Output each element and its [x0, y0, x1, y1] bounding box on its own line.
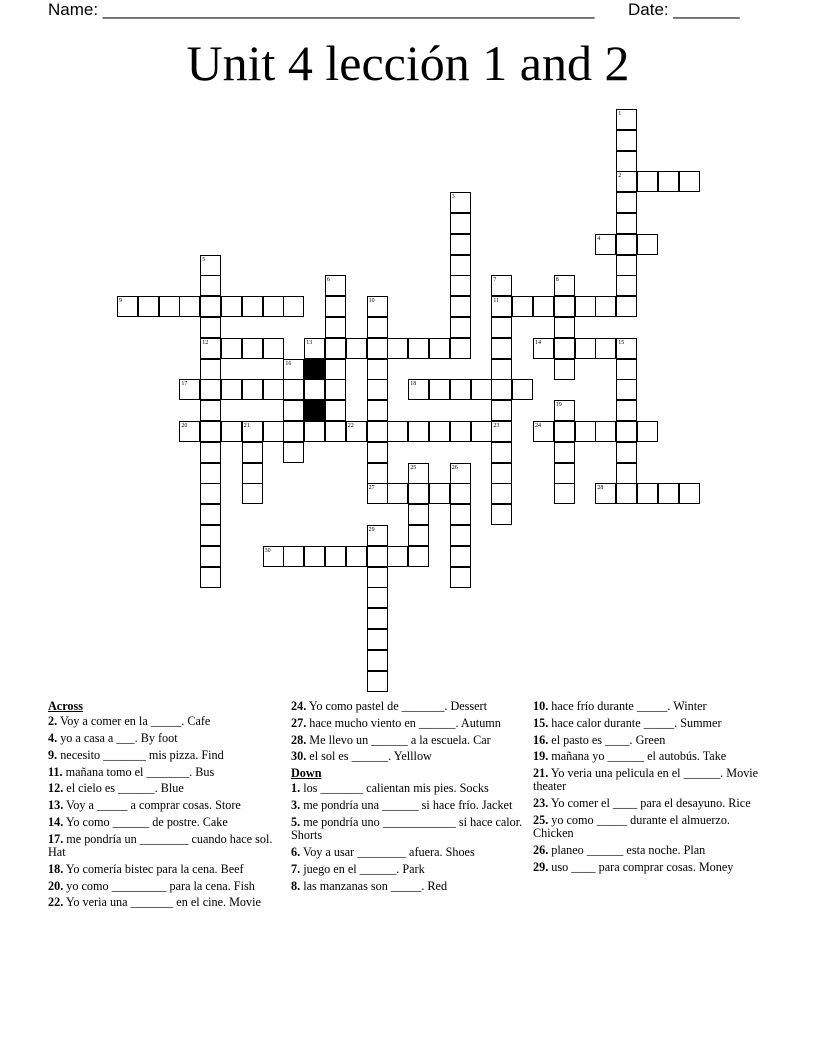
- clue-number-4: 4: [597, 235, 601, 242]
- clue-text: Voy a comer en la _____. Cafe: [57, 714, 211, 729]
- clue-text: uso ____ para comprar cosas. Money: [548, 859, 734, 874]
- clue-item: [291, 863, 529, 876]
- crossword-cell[interactable]: [263, 296, 284, 317]
- crossword-cell[interactable]: [616, 296, 637, 317]
- clue-number-8: 8: [555, 277, 559, 284]
- clue-item: [48, 732, 286, 745]
- crossword-cell[interactable]: [658, 171, 679, 192]
- crossword-cell[interactable]: [616, 275, 637, 296]
- clue-number: 25.: [533, 812, 549, 827]
- page-title: Unit 4 lección 1 and 2: [186, 35, 630, 91]
- clue-number-30: 30: [264, 547, 271, 554]
- name-field-label: Name: ____________________________________________________: [48, 0, 595, 19]
- crossword-cell[interactable]: [575, 338, 596, 359]
- clue-number: 18.: [48, 861, 64, 876]
- clue-number: 3.: [291, 798, 301, 813]
- crossword-cell[interactable]: [616, 379, 637, 400]
- clue-item: [48, 863, 286, 876]
- crossword-cell[interactable]: [367, 608, 388, 629]
- clue-item: [48, 782, 286, 795]
- crossword-cell[interactable]: [616, 442, 637, 463]
- clue-number-17: 17: [181, 381, 188, 388]
- clue-text: hace calor durante _____. Summer: [548, 715, 722, 730]
- crossword-cell[interactable]: [450, 546, 471, 567]
- crossword-cell[interactable]: [325, 359, 346, 380]
- clue-item: [48, 880, 286, 893]
- clue-number-10: 10: [368, 298, 375, 305]
- crossword-cell[interactable]: [616, 463, 637, 484]
- across-heading: Across: [48, 699, 83, 713]
- crossword-cell[interactable]: [450, 213, 471, 234]
- crossword-cell[interactable]: [450, 317, 471, 338]
- clue-number-12: 12: [202, 339, 209, 346]
- clue-item: [533, 797, 771, 810]
- crossword-cell[interactable]: [595, 421, 616, 442]
- clue-item: [48, 766, 286, 779]
- clue-number-14: 14: [535, 339, 541, 346]
- crossword-cell[interactable]: [200, 421, 221, 442]
- crossword-cell[interactable]: [512, 379, 533, 400]
- clue-number: 8.: [291, 878, 301, 893]
- crossword-cell[interactable]: [367, 671, 388, 692]
- crossword-cell[interactable]: [491, 359, 512, 380]
- crossword-cell[interactable]: [387, 421, 408, 442]
- crossword-cell[interactable]: [367, 379, 388, 400]
- crossword-cell[interactable]: [616, 192, 637, 213]
- clue-number-6: 6: [327, 277, 330, 284]
- clue-text: Voy a _____ a comprar cosas. Store: [63, 798, 241, 813]
- crossword-cell[interactable]: [595, 338, 616, 359]
- clue-text: el pasto es ____. Green: [548, 732, 666, 747]
- clue-text: me pondría uno ____________ si hace calor. Shorts: [291, 814, 523, 843]
- clue-text: me pondría una ______ si hace frío. Jacket: [300, 798, 513, 813]
- clue-item: [291, 816, 529, 842]
- crossword-cell[interactable]: [263, 421, 284, 442]
- clue-item: [48, 896, 286, 909]
- crossword-cell[interactable]: [637, 234, 658, 255]
- crossword-cell[interactable]: [471, 379, 492, 400]
- crossword-cell[interactable]: [200, 504, 221, 525]
- crossword-cell[interactable]: [491, 504, 512, 525]
- clue-number: 28.: [291, 732, 307, 747]
- crossword-cell[interactable]: [367, 317, 388, 338]
- clue-column-1: [48, 700, 286, 913]
- crossword-cell[interactable]: [200, 463, 221, 484]
- clue-item: [533, 717, 771, 730]
- clue-number-9: 9: [119, 298, 122, 305]
- crossword-cell[interactable]: [367, 463, 388, 484]
- crossword-cell[interactable]: [554, 338, 575, 359]
- crossword-cell[interactable]: [325, 400, 346, 421]
- clue-item: [291, 717, 529, 730]
- clue-number-18: 18: [410, 381, 417, 388]
- crossword-cell[interactable]: [554, 483, 575, 504]
- clue-text: los _______ calientan mis pies. Socks: [300, 781, 489, 796]
- crossword-cell[interactable]: [491, 483, 512, 504]
- crossword-cell[interactable]: [387, 483, 408, 504]
- crossword-cell[interactable]: [491, 463, 512, 484]
- clue-text: las manzanas son _____. Red: [300, 878, 448, 893]
- crossword-cell[interactable]: [200, 567, 221, 588]
- crossword-cell[interactable]: [616, 359, 637, 380]
- crossword-cell[interactable]: [367, 400, 388, 421]
- crossword-cell[interactable]: [367, 650, 388, 671]
- clue-number-21: 21: [243, 423, 250, 429]
- crossword-cell[interactable]: [325, 421, 346, 442]
- clue-item: [533, 734, 771, 747]
- clue-number-16: 16: [285, 360, 292, 367]
- clue-number-27: 27: [368, 485, 375, 492]
- clue-number: 15.: [533, 715, 549, 730]
- clue-item: [291, 880, 529, 893]
- crossword-cell[interactable]: [450, 234, 471, 255]
- clue-number: 27.: [291, 715, 307, 730]
- clue-number: 20.: [48, 878, 64, 893]
- clue-text: mañana tomo el _______. Bus: [62, 764, 215, 779]
- clue-number: 7.: [291, 861, 301, 876]
- clue-text: Voy a usar ________ afuera. Shoes: [300, 844, 475, 859]
- crossword-cell[interactable]: [325, 296, 346, 317]
- clue-number-23: 23: [493, 423, 500, 429]
- clue-item: [48, 715, 286, 728]
- clue-item: [48, 749, 286, 762]
- crossword-cell[interactable]: [450, 567, 471, 588]
- crossword-cell[interactable]: [263, 379, 284, 400]
- clue-number-7: 7: [493, 277, 497, 284]
- clue-item: [291, 782, 529, 795]
- crossword-cell[interactable]: [450, 525, 471, 546]
- crossword-cell[interactable]: [637, 171, 658, 192]
- crossword-cell[interactable]: [554, 317, 575, 338]
- crossword-cell[interactable]: [325, 317, 346, 338]
- crossword-cell[interactable]: [554, 463, 575, 484]
- crossword-cell[interactable]: [429, 421, 450, 442]
- clue-number-5: 5: [202, 256, 206, 263]
- crossword-cell[interactable]: [408, 525, 429, 546]
- crossword-cell[interactable]: [554, 442, 575, 463]
- crossword-cell[interactable]: [283, 546, 304, 567]
- crossword-cell[interactable]: [429, 483, 450, 504]
- crossword-cell[interactable]: [221, 296, 242, 317]
- clue-number: 12.: [48, 781, 64, 796]
- crossword-cell[interactable]: [616, 400, 637, 421]
- crossword-cell[interactable]: [221, 379, 242, 400]
- crossword-cell[interactable]: [637, 483, 658, 504]
- crossword-cell[interactable]: [408, 504, 429, 525]
- clue-number: 17.: [48, 831, 64, 846]
- clue-number-15: 15: [618, 339, 625, 346]
- clue-number-13: 13: [306, 339, 313, 346]
- crossword-cell[interactable]: [450, 296, 471, 317]
- crossword-cell[interactable]: [242, 296, 263, 317]
- crossword-cell[interactable]: [200, 359, 221, 380]
- clue-text: Yo veria una pelicula en el ______. Movie theater: [533, 766, 759, 794]
- crossword-cell[interactable]: [679, 483, 700, 504]
- crossword-cell[interactable]: [200, 317, 221, 338]
- clue-text: Yo comer el ____ para el desayuno. Rice: [548, 796, 751, 811]
- crossword-cell[interactable]: [367, 546, 388, 567]
- crossword-cell[interactable]: [367, 567, 388, 588]
- crossword-black-cell: [304, 359, 325, 380]
- clue-item: [291, 700, 529, 713]
- crossword-cell[interactable]: [200, 400, 221, 421]
- clue-text: hace frío durante _____. Winter: [548, 699, 707, 713]
- crossword-cell[interactable]: [200, 379, 221, 400]
- clue-number-24: 24: [535, 423, 541, 429]
- clue-number: 10.: [533, 699, 549, 713]
- crossword-black-cell: [304, 400, 325, 421]
- crossword-cell[interactable]: [304, 421, 325, 442]
- clue-number: 26.: [533, 842, 549, 857]
- clue-number: 21.: [533, 766, 549, 781]
- crossword-cell[interactable]: [554, 296, 575, 317]
- clue-text: mañana yo ______ el autobús. Take: [548, 749, 727, 764]
- crossword-cell[interactable]: [367, 359, 388, 380]
- clue-text: hace mucho viento en ______. Autumn: [306, 715, 501, 730]
- crossword-cell[interactable]: [450, 483, 471, 504]
- crossword-cell[interactable]: [658, 483, 679, 504]
- clue-number-11: 11: [493, 298, 500, 305]
- crossword-cell[interactable]: [512, 296, 533, 317]
- crossword-cell[interactable]: [450, 275, 471, 296]
- clue-number: 16.: [533, 732, 549, 747]
- crossword-cell[interactable]: [408, 421, 429, 442]
- clue-number: 2.: [48, 714, 58, 729]
- clue-number-28: 28: [597, 485, 604, 492]
- crossword-cell[interactable]: [304, 379, 325, 400]
- clue-text: juego en el ______. Park: [300, 861, 425, 876]
- clue-number-19: 19: [555, 402, 562, 409]
- crossword-cell[interactable]: [263, 338, 284, 359]
- crossword-cell[interactable]: [429, 379, 450, 400]
- clue-item: [291, 846, 529, 859]
- crossword-cell[interactable]: [408, 546, 429, 567]
- clue-item: [533, 700, 771, 713]
- clue-column-3: [533, 700, 771, 878]
- crossword-cell[interactable]: [616, 255, 637, 276]
- crossword-cell[interactable]: [595, 296, 616, 317]
- clue-item: [48, 816, 286, 829]
- clue-number: 19.: [533, 749, 549, 764]
- clue-item: [291, 734, 529, 747]
- clue-number: 13.: [48, 798, 64, 813]
- clue-column-2: [291, 700, 529, 896]
- clue-number: 1.: [291, 781, 301, 796]
- crossword-cell[interactable]: [367, 587, 388, 608]
- clue-number: 24.: [291, 699, 307, 713]
- crossword-cell[interactable]: [616, 213, 637, 234]
- crossword-cell[interactable]: [242, 338, 263, 359]
- crossword-cell[interactable]: [367, 421, 388, 442]
- clue-item: [533, 814, 771, 840]
- clue-text: Yo como ______ de postre. Cake: [63, 814, 228, 829]
- crossword-cell[interactable]: [679, 171, 700, 192]
- crossword-cell[interactable]: [221, 338, 242, 359]
- clue-number: 23.: [533, 796, 549, 811]
- clue-text: Yo comería bistec para la cena. Beef: [63, 861, 244, 876]
- crossword-cell[interactable]: [367, 629, 388, 650]
- clue-text: necesito _______ mis pizza. Find: [57, 747, 224, 762]
- crossword-cell[interactable]: [491, 338, 512, 359]
- down-heading: Down: [291, 766, 322, 781]
- crossword-cell[interactable]: [200, 483, 221, 504]
- crossword-cell[interactable]: [575, 421, 596, 442]
- crossword-cell[interactable]: [367, 442, 388, 463]
- crossword-cell[interactable]: [408, 338, 429, 359]
- crossword-cell[interactable]: [450, 338, 471, 359]
- crossword-cell[interactable]: [387, 338, 408, 359]
- crossword-cell[interactable]: [200, 275, 221, 296]
- crossword-cell[interactable]: [200, 525, 221, 546]
- crossword-cell[interactable]: [554, 359, 575, 380]
- clue-number: 11.: [48, 764, 63, 779]
- crossword-cell[interactable]: [533, 296, 554, 317]
- clue-number: 29.: [533, 859, 549, 874]
- crossword-cell[interactable]: [450, 379, 471, 400]
- clue-number: 22.: [48, 895, 64, 910]
- crossword-cell[interactable]: [325, 546, 346, 567]
- crossword-cell[interactable]: [554, 421, 575, 442]
- clue-number: 9.: [48, 747, 58, 762]
- clue-number-1: 1: [618, 111, 622, 117]
- crossword-cell[interactable]: [346, 546, 367, 567]
- crossword-cell[interactable]: [616, 234, 637, 255]
- crossword-cell[interactable]: [616, 151, 637, 172]
- clue-text: el sol es ______. Yelllow: [306, 749, 432, 764]
- clue-text: yo a casa a ___. By foot: [57, 731, 178, 745]
- clue-number-20: 20: [181, 423, 188, 429]
- clue-text: planeo ______ esta noche. Plan: [548, 842, 706, 857]
- clue-item: [291, 799, 529, 812]
- clue-item: [533, 750, 771, 763]
- crossword-cell[interactable]: [200, 442, 221, 463]
- clue-number: 30.: [291, 749, 307, 764]
- clue-item: [533, 844, 771, 857]
- crossword-cell[interactable]: [471, 421, 492, 442]
- date-field-label: Date: _______: [628, 0, 740, 19]
- crossword-cell[interactable]: [450, 421, 471, 442]
- crossword-cell[interactable]: [242, 463, 263, 484]
- crossword-cell[interactable]: [575, 296, 596, 317]
- crossword-cell[interactable]: [200, 546, 221, 567]
- clue-number: 4.: [48, 731, 58, 745]
- crossword-cell[interactable]: [325, 338, 346, 359]
- crossword-cell[interactable]: [200, 296, 221, 317]
- clue-number: 5.: [291, 814, 301, 829]
- crossword-cell[interactable]: [429, 338, 450, 359]
- clue-text: el cielo es ______. Blue: [63, 781, 184, 796]
- crossword-cell[interactable]: [450, 504, 471, 525]
- clue-number-26: 26: [451, 464, 458, 471]
- crossword-cell[interactable]: [491, 379, 512, 400]
- crossword-cell[interactable]: [138, 296, 159, 317]
- crossword-cell[interactable]: [179, 296, 200, 317]
- crossword-cell[interactable]: [346, 338, 367, 359]
- crossword-cell[interactable]: [616, 130, 637, 151]
- crossword-cell[interactable]: [637, 421, 658, 442]
- clue-text: yo como _____ durante el almuerzo. Chicken: [533, 812, 730, 841]
- clue-text: yo como _________ para la cena. Fish: [63, 878, 255, 893]
- clue-text: Yo como pastel de _______. Dessert: [306, 699, 487, 713]
- clue-number: 6.: [291, 844, 301, 859]
- crossword-cell[interactable]: [304, 546, 325, 567]
- crossword-cell[interactable]: [159, 296, 180, 317]
- clue-item: [48, 799, 286, 812]
- crossword-cell[interactable]: [283, 379, 304, 400]
- crossword-cell[interactable]: [367, 338, 388, 359]
- clue-item: [533, 767, 771, 793]
- crossword-cell[interactable]: [616, 483, 637, 504]
- clue-item: [533, 861, 771, 874]
- crossword-cell[interactable]: [283, 296, 304, 317]
- clue-item: [48, 833, 286, 859]
- clue-number-3: 3: [451, 194, 455, 201]
- crossword-cell[interactable]: [242, 442, 263, 463]
- clue-text: Yo veria una _______ en el cine. Movie: [63, 895, 261, 910]
- crossword-cell[interactable]: [387, 546, 408, 567]
- crossword-cell[interactable]: [242, 483, 263, 504]
- crossword-cell[interactable]: [616, 421, 637, 442]
- crossword-cell[interactable]: [491, 400, 512, 421]
- clue-number: 14.: [48, 814, 64, 829]
- clue-number-29: 29: [368, 527, 375, 533]
- clue-number-22: 22: [347, 423, 354, 429]
- clue-text: Me llevo un ______ a la escuela. Car: [306, 732, 491, 747]
- crossword-cell[interactable]: [450, 255, 471, 276]
- crossword-cell[interactable]: [491, 442, 512, 463]
- crossword-cell[interactable]: [325, 379, 346, 400]
- clue-item: [291, 750, 529, 763]
- crossword-cell[interactable]: [283, 421, 304, 442]
- clue-number-2: 2: [618, 173, 622, 180]
- crossword-cell[interactable]: [283, 400, 304, 421]
- crossword-cell[interactable]: [491, 317, 512, 338]
- crossword-cell[interactable]: [221, 421, 242, 442]
- crossword-cell[interactable]: [408, 483, 429, 504]
- clue-number-25: 25: [410, 464, 417, 471]
- crossword-cell[interactable]: [242, 379, 263, 400]
- crossword-cell[interactable]: [283, 442, 304, 463]
- clue-text: me pondría un ________ cuando hace sol. Hat: [48, 831, 273, 859]
